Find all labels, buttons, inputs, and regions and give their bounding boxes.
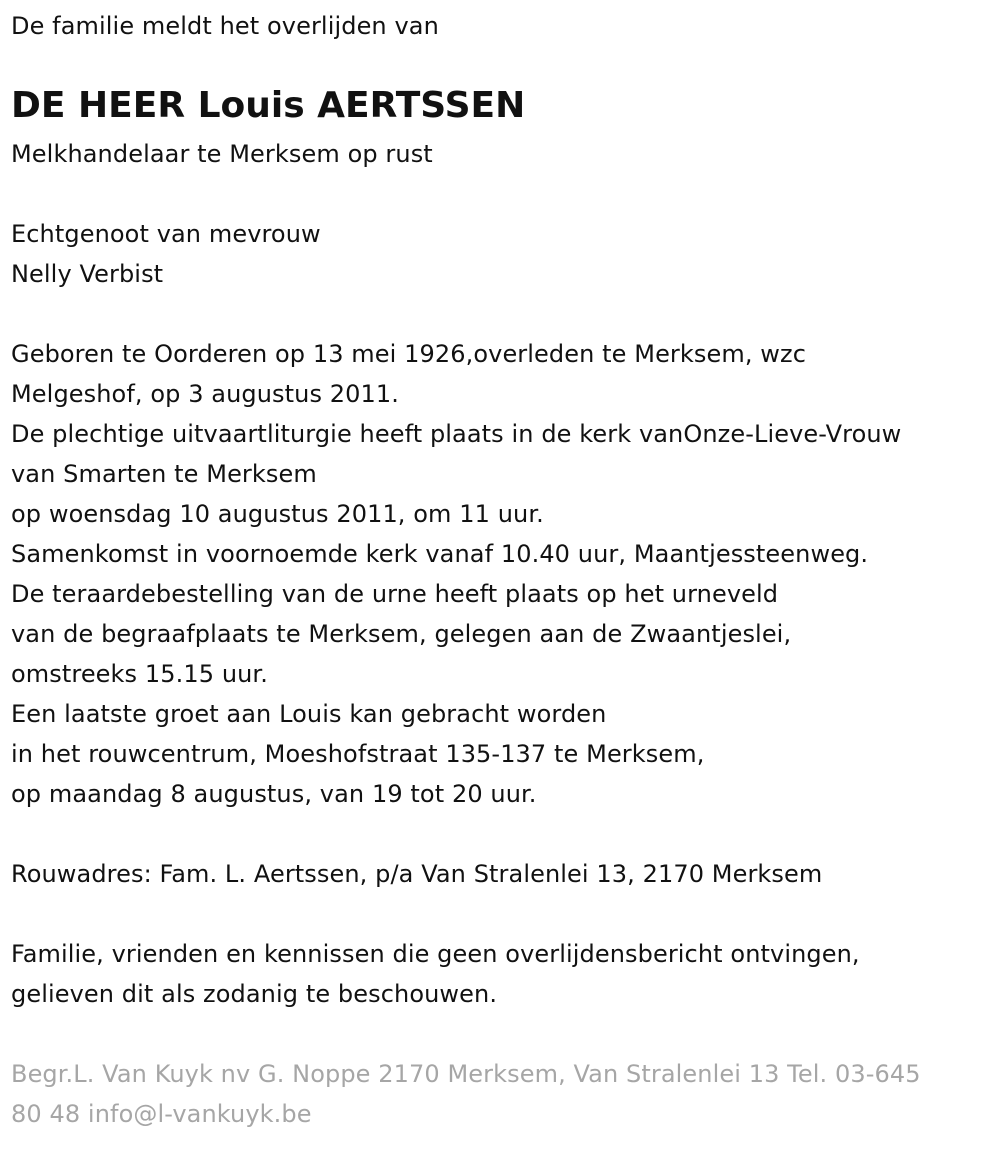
family-notice-line: gelieven dit als zodanig te beschouwen.	[11, 980, 498, 1008]
details-block	[11, 334, 901, 814]
detail-line: Melgeshof, op 3 augustus 2011.	[11, 380, 400, 408]
mourning-address-block	[11, 854, 822, 894]
profession-text: Melkhandelaar te Merksem op rust	[11, 140, 433, 168]
mourning-address: Rouwadres: Fam. L. Aertssen, p/a Van Stralenlei 13, 2170 Merksem	[11, 860, 823, 888]
family-notice-line: Familie, vrienden en kennissen die geen overlijdensbericht ontvingen,	[11, 940, 860, 968]
intro-text: De familie meldt het overlijden van	[11, 12, 439, 40]
detail-line: De plechtige uitvaartliturgie heeft plaats in de kerk vanOnze-Lieve-Vrouw	[11, 420, 902, 448]
detail-line: omstreeks 15.15 uur.	[11, 660, 268, 688]
funeral-home-footer	[11, 1054, 921, 1134]
detail-line: Geboren te Oorderen op 13 mei 1926,overleden te Merksem, wzc	[11, 340, 807, 368]
detail-line: Samenkomst in voornoemde kerk vanaf 10.40 uur, Maantjessteenweg.	[11, 540, 869, 568]
profession-block	[11, 134, 433, 174]
detail-line: op woensdag 10 augustus 2011, om 11 uur.	[11, 500, 544, 528]
detail-line: van Smarten te Merksem	[11, 460, 317, 488]
detail-line: van de begraafplaats te Merksem, gelegen aan de Zwaantjeslei,	[11, 620, 792, 648]
footer-line: 80 48 info@l-vankuyk.be	[11, 1100, 312, 1128]
detail-line: op maandag 8 augustus, van 19 tot 20 uur.	[11, 780, 537, 808]
detail-line: De teraardebestelling van de urne heeft plaats op het urneveld	[11, 580, 779, 608]
spouse-block	[11, 214, 321, 294]
family-notice-block	[11, 934, 860, 1014]
spouse-line: Nelly Verbist	[11, 260, 164, 288]
spouse-line: Echtgenoot van mevrouw	[11, 220, 321, 248]
detail-line: Een laatste groet aan Louis kan gebracht worden	[11, 700, 607, 728]
footer-line: Begr.L. Van Kuyk nv G. Noppe 2170 Merksem, Van Stralenlei 13 Tel. 03-645	[11, 1060, 921, 1088]
deceased-name: DE HEER Louis AERTSSEN	[11, 85, 526, 126]
detail-line: in het rouwcentrum, Moeshofstraat 135-137 te Merksem,	[11, 740, 705, 768]
